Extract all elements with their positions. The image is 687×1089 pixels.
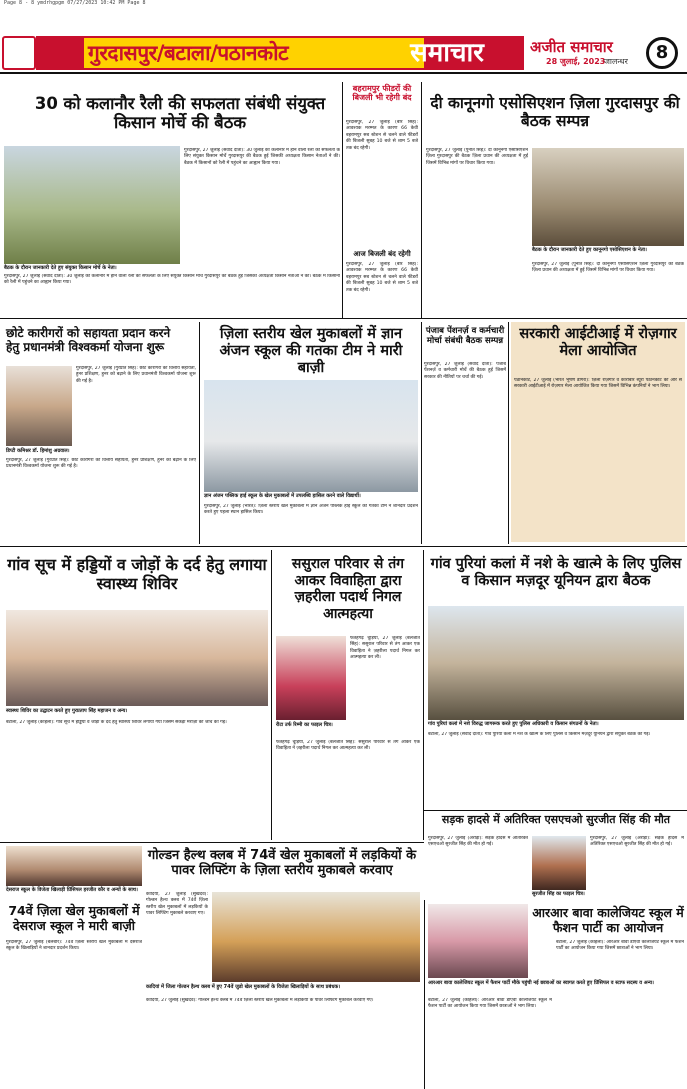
story-13-headline: 74वें ज़िला खेल मुकाबलों में देसराज स्कूल ने मारी बाज़ी (8, 903, 140, 933)
column-rule (199, 322, 200, 544)
story-11-headline: सड़क हादसे में अतिरिक्त एसएचओ सुरजीत सिंह की मौत (441, 813, 671, 826)
story-11-body-a: गुरदासपुर, 27 जुलाई (अरोड़ा): सड़क हादसे में अतिरिक्त एसएचओ सुरजीत सिंह की मौत हो गई। (428, 836, 528, 848)
story-6-headline: पंजाब पेंशनर्ज़ व कर्मचारी मोर्चा संबंधी बैठक सम्पन्न (425, 326, 505, 347)
story-2-subhead: आज बिजली बंद रहेगी (353, 250, 411, 258)
column-rule (421, 82, 422, 318)
paper-name: अजीत समाचार (530, 38, 613, 56)
story-4-headline: छोटे कारीगरों को सहायता प्रदान करने हेतु प्रधानमंत्री विश्वकर्मा योजना शुरू (6, 326, 171, 355)
story-3-headline: दी कानूनगो एसोसिएशन ज़िला गुरदासपुर की बैठक सम्पन्न (430, 94, 680, 131)
masthead-rule (0, 72, 687, 74)
story-1-photo (4, 146, 180, 264)
story-5-photo (204, 380, 418, 492)
story-7-body: पठानकोट, 27 जुलाई (भारत भूषण डोगरा): ज़िला रोज़गार व कारोबार ब्यूरो पठानकोट की ओर से सरकारी आईटीआई में रोज़गार मेला आयोजित किया गया जिसमें विभिन्न कंपनियों ने भाग लिया। (514, 378, 682, 390)
story-2-headline: बहरामपुर फीडरों की बिजली भी रहेगी बंद (352, 84, 412, 103)
story-3-photo (532, 148, 684, 246)
story-5-body: गुरदासपुर, 27 जुलाई (भारत): ज़िला स्तरीय खेल मुकाबलों में ज्ञान अंजन पब्लिक हाई स्कूल की गतका टीम ने शानदार प्रदर्शन करते हुए पहला स्थान हासिल किया। (204, 504, 418, 516)
story-9-body-b: फतेहगढ़ चूड़ियां, 27 जुलाई (बलजीत सिंह): ससुराल परिवार से तंग आकर एक विवाहिता ने ज़हरीला पदार्थ निगल कर आत्महत्या कर ली। (276, 740, 420, 752)
story-13-caption: देसराज स्कूल के विजेता खिलाड़ी प्रिंसिपल हरजीत कौर व अन्यों के साथ। (6, 887, 138, 893)
story-4-caption: डिप्टी कमिश्नर डॉ. हिमांशु अग्रवाल। (6, 448, 70, 454)
row-rule (0, 842, 424, 843)
column-rule (423, 550, 424, 840)
story-12-caption: कादियां में जिला गोल्डन हैल्थ क्लब में हुए 74वें जुडो खेल मुकाबलों के विजेता खिलाड़ियों के साथ प्रबंधक। (146, 984, 341, 990)
story-8-photo (6, 610, 268, 706)
story-11-caption: सुरजीत सिंह का फाइल चित्र। (532, 891, 585, 897)
column-rule (271, 550, 272, 840)
issue-date: 28 जुलाई, 2023 (546, 57, 606, 66)
story-9-caption: रीटा उर्फ रिम्मी का फाइल चित्र। (276, 722, 333, 728)
masthead-title: समाचार (410, 38, 484, 68)
story-12-headline: गोल्डन हैल्थ क्लब में 74वें खेल मुकाबलों में लड़कियों के पावर लिफ्टिंग के ज़िला स्तरीय मुकाबले करवाए (147, 848, 417, 879)
column-rule (424, 900, 425, 1089)
story-4-body-b: गुरदासपुर, 27 जुलाई (गुरप्रीत सिंह): छोटे कारीगरों को वित्तीय सहायता, हुनर प्रशिक्षण, हुनर को बढ़ाने के लिए प्रधानमंत्री विश्वकर्मा योजना शुरू की गई है। (6, 458, 196, 470)
story-10-caption: गांव पुरियां कलां में नशे विरुद्ध जागरूक करते हुए पुलिस अधिकारी व किसान संगठनों के नेता। (428, 721, 599, 727)
page-number: 8 (646, 37, 678, 69)
story-1-body-a: गुरदासपुर, 27 जुलाई (संवाद दाता): 30 जुलाई को कलानौर में होने वाली रैली की सफलता के लिए संयुक्त किसान मोर्चे गुरदासपुर की बैठक हुई जिसकी अध्यक्षता किसान नेताओं ने की। बैठक में किसानों को रैली में पहुंचने का आह्वान किया गया। (184, 148, 340, 166)
issue-city: जालन्धर (604, 57, 628, 66)
story-14-body-b: बटाला, 27 जुलाई (काहलों): आरआर बावा डीएवी कालेजियट स्कूल में फैशन पार्टी का आयोजन किया गया जिसमें छात्राओं ने भाग लिया। (556, 940, 684, 952)
row-rule (0, 546, 687, 547)
story-13-photo (6, 846, 142, 886)
story-11-body-b: गुरदासपुर, 27 जुलाई (अरोड़ा): सड़क हादसे में अतिरिक्त एसएचओ सुरजीत सिंह की मौत हो गई। (590, 836, 684, 848)
masthead-district: गुरदासपुर/बटाला/पठानकोट (88, 41, 289, 65)
story-1-headline: 30 को कलानौर रैली की सफलता संबंधी संयुक्त किसान मोर्चे की बैठक (34, 94, 326, 133)
story-6-body: गुरदासपुर, 27 जुलाई (संवाद दाता): पंजाब पेंशनर्ज़ व कर्मचारी मोर्चे की बैठक हुई जिसमें सरकार की नीतियों पर चर्चा की गई। (424, 362, 506, 380)
row-rule (424, 810, 687, 811)
row-rule (0, 318, 687, 319)
story-3-caption: बैठक के दौरान जानकारी देते हुए कानूनगो एसोसिएशन के नेता। (532, 247, 647, 253)
story-1-body-b: गुरदासपुर, 27 जुलाई (संवाद दाता): 30 जुलाई को कलानौर में होने वाली रैली की सफलता के लिए संयुक्त किसान मोर्चे गुरदासपुर की बैठक हुई जिसकी अध्यक्षता किसान नेताओं ने की। बैठक में किसानों को रैली में पहुंचने का आह्वान किया गया। (4, 274, 340, 286)
story-14-headline: आरआर बावा कालेजियट स्कूल में फैशन पार्टी का आयोजन (532, 905, 684, 935)
column-rule (342, 82, 343, 318)
story-10-photo (428, 606, 684, 720)
logo-icon (2, 36, 36, 70)
story-12-body-a: कादियां, 27 जुलाई (सुखदेव): गोल्डन हैल्थ क्लब में 74वें ज़िला स्तरीय खेल मुकाबलों में लड़कियों के पावर लिफ्टिंग मुकाबले करवाए गए। (146, 892, 208, 917)
story-1-caption: बैठक के दौरान जानकारी देते हुए संयुक्त किसान मोर्चे के नेता। (4, 265, 117, 271)
story-9-headline: ससुराल परिवार से तंग आकर विवाहिता द्वारा ज़हरीला पदार्थ निगल आत्महत्या (291, 556, 405, 622)
story-3-body: गुरदासपुर, 27 जुलाई (पुनीत सिंह): दी कानूनगो एसोसिएशन ज़िला गुरदासपुर की बैठक ज़िला प्रधान की अध्यक्षता में हुई जिसमें विभिन्न मांगों पर विचार किया गया। (426, 148, 528, 166)
story-14-photo (428, 904, 528, 978)
story-10-body: बटाला, 27 जुलाई (संवाद दाता): गांव पुरियां कलां में नशे के खात्मे के लिए पुलिस व किसान मज़दूर यूनियन द्वारा संयुक्त बैठक की गई। (428, 732, 651, 737)
story-7-headline: सरकारी आईटीआई में रोज़गार मेला आयोजित (519, 326, 677, 360)
story-14-caption: आरआर बावा कालेजियट स्कूल में फैशन पार्टी मौके पहुंची नई छात्राओं का स्वागत करते हुए प्रिंसिपल व स्टाफ सदस्य व अन्य। (428, 980, 654, 986)
story-10-headline: गांव पुरियां कलां में नशे के खात्मे के लिए पुलिस व किसान मज़दूर यूनियन द्वारा बैठक (430, 556, 682, 590)
print-line: Page 8 - 8 ymdrhgpgm 07/27/2023 10:42 PM Page 8 (4, 0, 146, 6)
story-8-caption: स्वास्थ्य शिविर का उद्घाटन करते हुए गुरप्रताप सिंह महाजन व अन्य। (6, 708, 128, 714)
story-9-photo (276, 636, 346, 720)
story-9-body-a: फतेहगढ़ चूड़ियां, 27 जुलाई (बलजीत सिंह): ससुराल परिवार से तंग आकर एक विवाहिता ने ज़हरीला पदार्थ निगल कर आत्महत्या कर ली। (350, 636, 420, 661)
story-3-body-b: गुरदासपुर, 27 जुलाई (पुनीत सिंह): दी कानूनगो एसोसिएशन ज़िला गुरदासपुर की बैठक ज़िला प्रधान की अध्यक्षता में हुई जिसमें विभिन्न मांगों पर विचार किया गया। (532, 262, 684, 274)
story-4-body-a: गुरदासपुर, 27 जुलाई (गुरप्रीत सिंह): छोटे कारीगरों को वित्तीय सहायता, हुनर प्रशिक्षण, हुनर को बढ़ाने के लिए प्रधानमंत्री विश्वकर्मा योजना शुरू की गई है। (76, 366, 196, 384)
story-12-photo (212, 892, 420, 982)
story-5-caption: ज्ञान अंजन पब्लिक हाई स्कूल के खेल मुकाबलों में उपलब्धि हासिल करने वाले विद्यार्थी। (204, 493, 361, 499)
story-14-body-a: बटाला, 27 जुलाई (काहलों): आरआर बावा डीएवी कालेजियट स्कूल में फैशन पार्टी का आयोजन किया गया जिसमें छात्राओं ने भाग लिया। (428, 998, 552, 1010)
story-8-body: बटाला, 27 जुलाई (काहलों): गांव सूच में हड्डियों व जोड़ों के दर्द हेतु स्वास्थ्य शिविर लगाया गया जिसमें सैंकड़ों मरीज़ों की जांच की गई। (6, 720, 227, 725)
story-5-headline: ज़िला स्तरीय खेल मुकाबलों में ज्ञान अंजन स्कूल की गतका टीम ने मारी बाज़ी (219, 326, 403, 377)
column-rule (421, 322, 422, 544)
story-2-body: गुरदासपुर, 27 जुलाई (बीर सिंह): आवश्यक मरम्मत के कारण 66 केवी बहरामपुर सब स्टेशन से चलने वाले फीडरों की बिजली सुबह 10 बजे से शाम 5 बजे तक बंद रहेगी। (346, 120, 418, 151)
column-rule (508, 322, 509, 544)
story-8-headline: गांव सूच में हड्डियों व जोड़ों के दर्द हेतु लगाया स्वास्थ्य शिविर (7, 555, 267, 593)
story-2-body-b: गुरदासपुर, 27 जुलाई (बीर सिंह): आवश्यक मरम्मत के कारण 66 केवी बहरामपुर सब स्टेशन से चलने वाले फीडरों की बिजली सुबह 10 बजे से शाम 5 बजे तक बंद रहेगी। (346, 262, 418, 293)
story-4-photo (6, 366, 72, 446)
story-11-photo (532, 836, 586, 890)
story-13-body: गुरदासपुर, 27 जुलाई (बलबीर): 74वें ज़िला स्तरीय खेल मुकाबलों में देसराज स्कूल के खिलाड़ियों ने शानदार प्रदर्शन किया। (6, 940, 142, 952)
story-12-body-b: कादियां, 27 जुलाई (सुखदेव): गोल्डन हैल्थ क्लब में 74वें ज़िला स्तरीय खेल मुकाबलों में लड़कियों के पावर लिफ्टिंग मुकाबले करवाए गए। (146, 998, 374, 1003)
